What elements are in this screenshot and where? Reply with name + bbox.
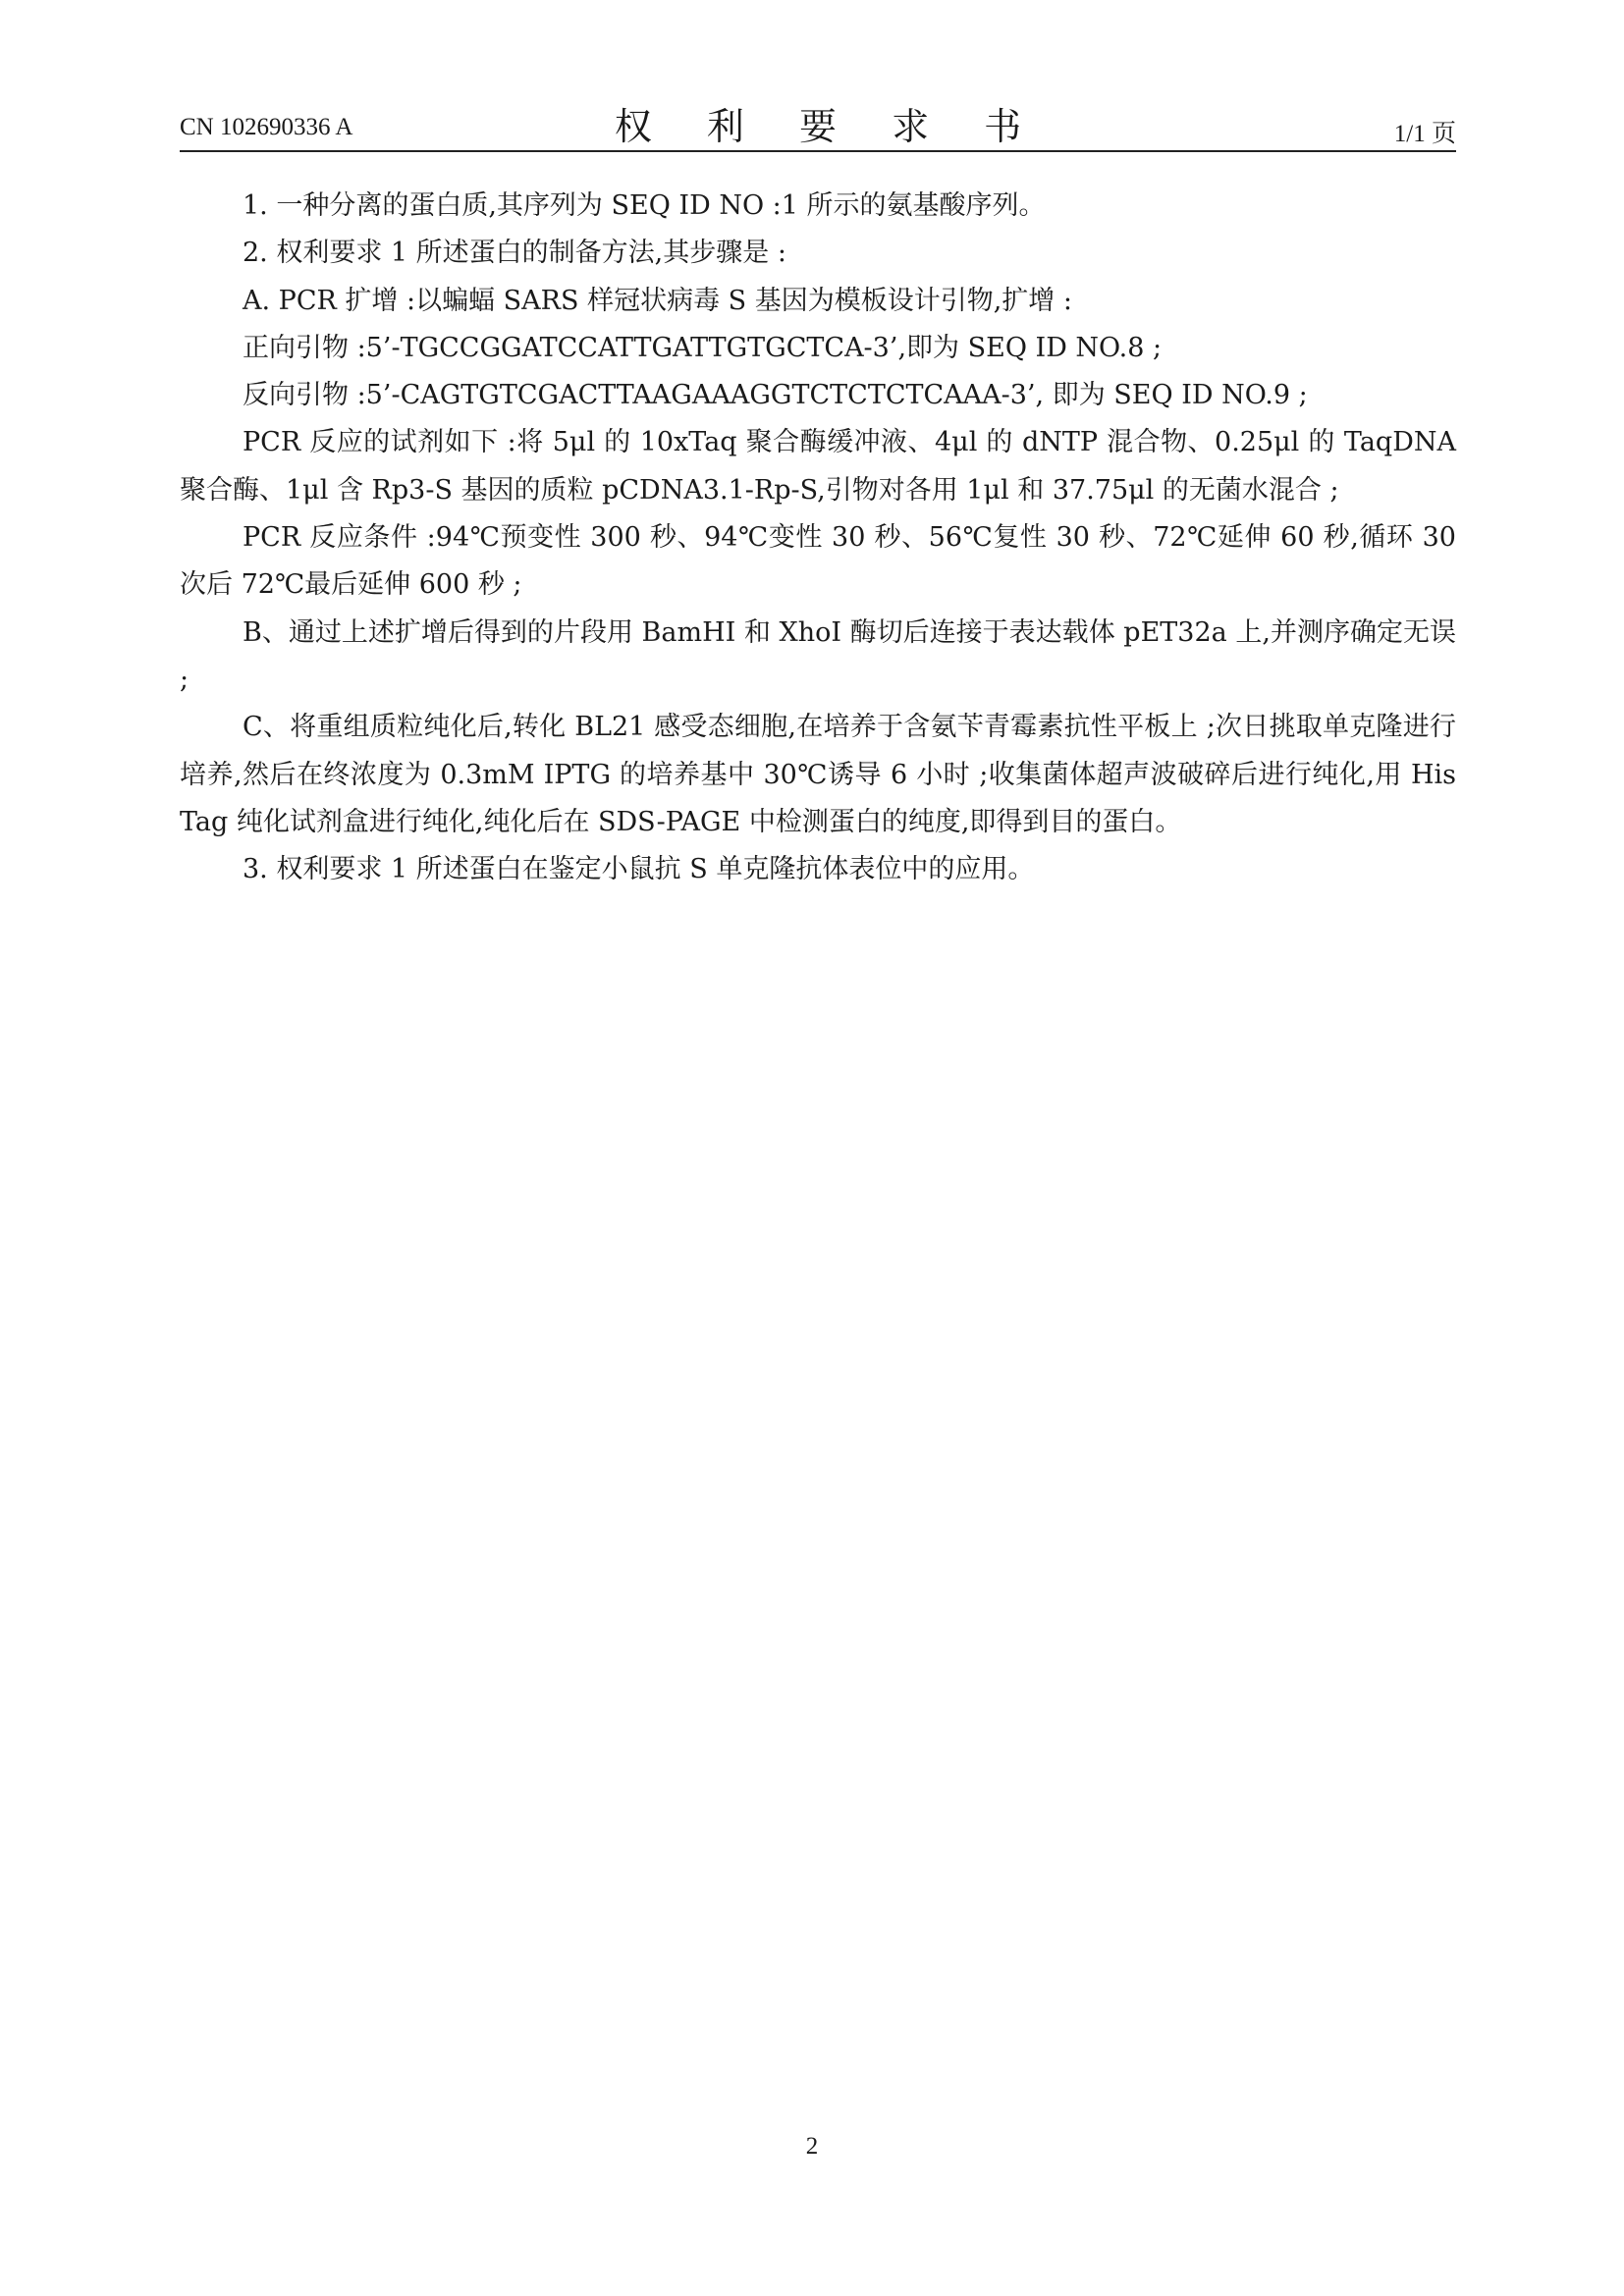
pcr-conditions: PCR 反应条件 :94℃预变性 300 秒、94℃变性 30 秒、56℃复性 30 秒、72℃延伸 60 秒,循环 30 次后 72℃最后延伸 600 秒 ; (180, 522, 1456, 601)
claim-2-step-a: A. PCR 扩增 :以蝙蝠 SARS 样冠状病毒 S 基因为模板设计引物,扩增 : (243, 285, 1072, 316)
publication-number: CN 102690336 A (180, 114, 353, 140)
page-header (180, 96, 1456, 151)
pcr-reagents: PCR 反应的试剂如下 :将 5μl 的 10xTaq 聚合酶缓冲液、4μl 的 dNTP 混合物、0.25μl 的 TaqDNA 聚合酶、1μl 含 Rp3-S 基因的质粒 pCDNA3.1-Rp-S,引物对各用 1μl 和 37.75μl 的无菌水混合 ; (180, 427, 1456, 506)
document-title: 权 利 要 求 书 (614, 105, 1044, 148)
claim-2: 2. 权利要求 1 所述蛋白的制备方法,其步骤是 : (243, 238, 786, 269)
claims-body (180, 183, 1456, 893)
page-count: 1/1 页 (1393, 121, 1456, 147)
reverse-primer: 反向引物 :5’-CAGTGTCGACTTAAGAAAGGTCTCTCTCAAA-3’, 即为 SEQ ID NO.9 ; (243, 380, 1308, 411)
claim-2-step-c: C、将重组质粒纯化后,转化 BL21 感受态细胞,在培养于含氨苄青霉素抗性平板上 ;次日挑取单克隆进行培养,然后在终浓度为 0.3mM IPTG 的培养基中 30℃诱导 6 小时 ;收集菌体超声波破碎后进行纯化,用 His Tag 纯化试剂盒进行纯化,纯化后在 SDS-PAGE 中检测蛋白的纯度,即得到目的蛋白。 (180, 712, 1456, 837)
claim-2-step-b: B、通过上述扩增后得到的片段用 BamHI 和 XhoI 酶切后连接于表达载体 pET32a 上,并测序确定无误 ; (180, 616, 1456, 695)
header-divider (180, 150, 1456, 152)
claim-3: 3. 权利要求 1 所述蛋白在鉴定小鼠抗 S 单克隆抗体表位中的应用。 (243, 854, 1035, 885)
forward-primer: 正向引物 :5’-TGCCGGATCCATTGATTGTGCTCA-3’,即为 SEQ ID NO.8 ; (243, 332, 1163, 363)
claim-1: 1. 一种分离的蛋白质,其序列为 SEQ ID NO :1 所示的氨基酸序列。 (243, 190, 1046, 221)
page-number: 2 (805, 2133, 819, 2160)
